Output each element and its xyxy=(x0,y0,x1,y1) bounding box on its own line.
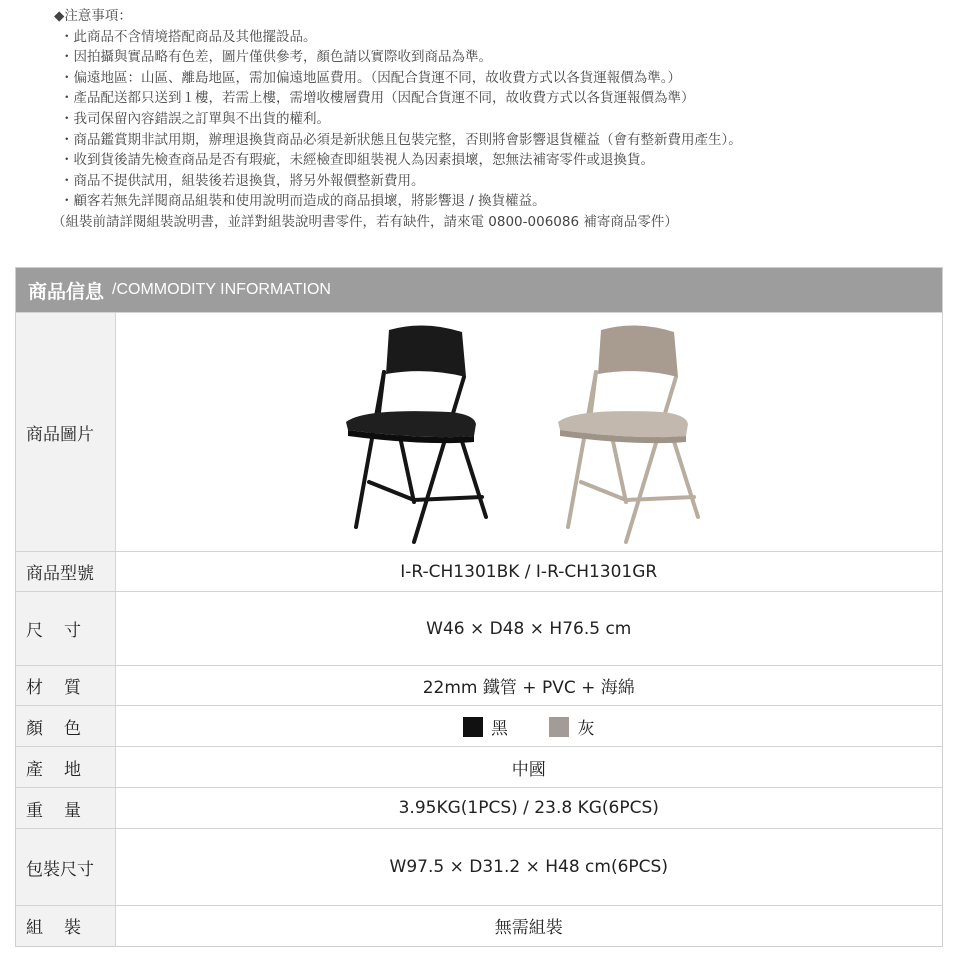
color-option-gray: 灰 xyxy=(549,714,594,739)
table-row xyxy=(16,313,942,552)
table-row xyxy=(16,706,942,747)
size-value: W46 × D48 × H76.5 cm xyxy=(115,592,942,666)
assembly-value: 無需組裝 xyxy=(115,906,942,946)
notice-title: ◆注意事項： xyxy=(54,8,132,24)
info-header-subtitle: /COMMODITY INFORMATION xyxy=(112,281,331,298)
package-value: W97.5 × D31.2 × H48 cm(6PCS) xyxy=(115,829,942,906)
row-label-package: 包裝尺寸 xyxy=(16,829,115,906)
notice-item: ・ 偏遠地區：山區、離島地區，需加偏遠地區費用。（因配合貨運不同，故收費方式以各貨運報價為準。） xyxy=(60,68,942,89)
spec-table xyxy=(16,312,942,946)
notice-section xyxy=(52,6,942,233)
row-label-material: 材 質 xyxy=(16,666,115,706)
row-label-picture: 商品圖片 xyxy=(16,313,115,552)
table-row xyxy=(16,788,942,829)
material-value: 22mm 鐵管 + PVC + 海綿 xyxy=(115,666,942,706)
table-row xyxy=(16,552,942,592)
row-label-size: 尺 寸 xyxy=(16,592,115,666)
info-header xyxy=(16,268,942,312)
weight-value: 3.95KG(1PCS) / 23.8 KG(6PCS) xyxy=(115,788,942,829)
table-row xyxy=(16,747,942,788)
row-label-origin: 產 地 xyxy=(16,747,115,788)
gray-swatch xyxy=(549,717,569,737)
table-row xyxy=(16,592,942,666)
black-chair-image xyxy=(334,322,494,547)
info-header-title: 商品信息 xyxy=(28,280,105,303)
color-option-black: 黑 xyxy=(463,714,508,739)
notice-item: ・ 此商品不含情境搭配商品及其他擺設品。 xyxy=(60,27,942,48)
notice-item: ・ 商品鑑賞期非試用期，辦理退換貨商品必須是新狀態且包裝完整，否則將會影響退貨權益（會有整新費用產生）。 xyxy=(60,130,942,151)
notice-item: ・ 商品不提供試用，組裝後若退換貨，將另外報價整新費用。 xyxy=(60,171,942,192)
table-row xyxy=(16,906,942,946)
gray-chair-image xyxy=(546,322,706,547)
color-value xyxy=(115,706,942,747)
notice-footer: （組裝前請詳閱組裝說明書，並詳對組裝說明書零件，若有缺件，請來電 0800-006086 補寄商品零件） xyxy=(52,213,678,230)
row-label-model: 商品型號 xyxy=(16,552,115,592)
notice-item: ・ 因拍攝與實品略有色差，圖片僅供參考，顏色請以實際收到商品為準。 xyxy=(60,47,942,68)
product-pictures xyxy=(115,313,942,552)
black-swatch xyxy=(463,717,483,737)
commodity-info-table xyxy=(15,267,943,947)
table-row xyxy=(16,666,942,706)
notice-item: ・ 收到貨後請先檢查商品是否有瑕疵，未經檢查即組裝視人為因素損壞，恕無法補寄零件或退換貨。 xyxy=(60,150,942,171)
table-row xyxy=(16,829,942,906)
model-value: I-R-CH1301BK / I-R-CH1301GR xyxy=(115,552,942,592)
notice-item: ・ 顧客若無先詳閱商品組裝和使用說明而造成的商品損壞，將影響退 / 換貨權益。 xyxy=(60,191,942,212)
notice-item: ・ 我司保留內容錯誤之訂單與不出貨的權利。 xyxy=(60,109,942,130)
row-label-assembly: 組 裝 xyxy=(16,906,115,946)
notice-item: ・ 產品配送都只送到１樓，若需上樓，需增收樓層費用（因配合貨運不同，故收費方式以各貨運報價為準） xyxy=(60,88,942,109)
origin-value: 中國 xyxy=(115,747,942,788)
row-label-weight: 重 量 xyxy=(16,788,115,829)
row-label-color: 顏 色 xyxy=(16,706,115,747)
